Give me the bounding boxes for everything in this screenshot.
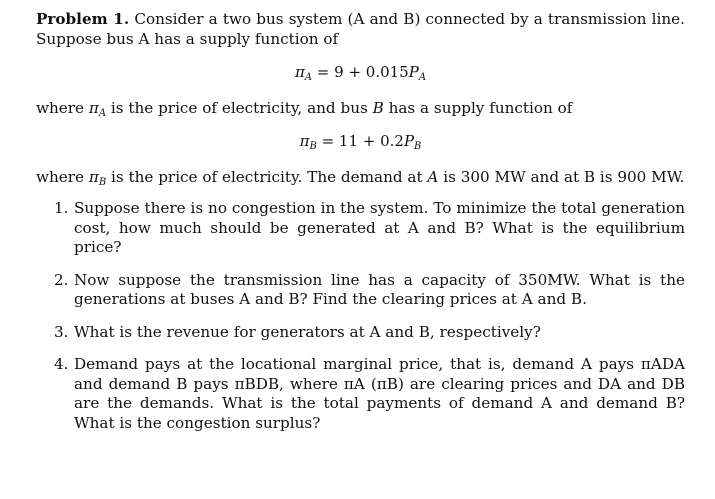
question-list — [36, 199, 685, 433]
where-b-post: is the price of electricity. The demand at — [106, 167, 428, 186]
eq-b-pi-sub: B — [309, 141, 317, 152]
where-a-pre: where — [36, 98, 89, 117]
question-item — [54, 199, 685, 258]
eq-b-var: P — [403, 132, 415, 150]
question-item — [54, 271, 685, 310]
pi-a-inline: $\pi_A$ — [88, 98, 107, 119]
eq-a-pi-sub: A — [304, 72, 313, 83]
question-text: Demand pays at the locational marginal price, that is, demand A pays πADA and demand B pays πBDB, where πA (πB) are clearing prices and DA and DB are the demands. What is the total payments of demand A and demand B? What is the congestion surplus? — [74, 355, 685, 432]
question-text: Now suppose the transmission line has a capacity of 350MW. What is the generations at buses A and B? Find the clearing prices at A and B. — [74, 270, 685, 308]
eq-a-var: P — [408, 63, 419, 81]
paragraph-where-a — [36, 99, 685, 119]
problem-intro: Consider a two bus system (A and B) connected by a transmission line. Suppose bus A has a supply function of — [36, 10, 685, 48]
eq-b-pi: π — [299, 132, 310, 150]
eq-b-var-sub: B — [414, 141, 422, 152]
question-item — [54, 323, 685, 343]
eq-a-rhs: = 9 + 0.015 — [312, 63, 409, 81]
equation-supply-b — [36, 132, 685, 152]
where-a-post: is the price of electricity, and bus — [106, 98, 373, 117]
question-number: 3. — [54, 322, 69, 341]
eq-a-pi: π — [294, 63, 305, 81]
question-number: 2. — [54, 270, 69, 289]
where-b-end: is 300 MW and at B is 900 MW. — [438, 167, 685, 186]
pi-b-inline: $\pi_B$ — [88, 167, 107, 188]
question-number: 1. — [54, 199, 69, 217]
question-item — [54, 355, 685, 433]
eq-a-var-sub: A — [418, 72, 427, 83]
where-b-bus: A — [427, 167, 439, 186]
paragraph-where-b — [36, 168, 685, 188]
problem-label: Problem 1. — [36, 10, 130, 28]
problem-statement — [36, 10, 685, 49]
where-b-pre: where — [36, 167, 89, 186]
equation-supply-a — [36, 63, 685, 83]
question-text: What is the revenue for generators at A and B, respectively? — [74, 322, 541, 341]
eq-b-rhs: = 11 + 0.2 — [316, 132, 404, 150]
question-number: 4. — [54, 355, 69, 373]
where-a-bus: B — [372, 98, 384, 117]
where-a-end: has a supply function of — [383, 98, 573, 117]
question-text: Suppose there is no congestion in the system. To minimize the total generation cost, how much should be generated at A and B? What is the equilibrium price? — [74, 199, 685, 256]
